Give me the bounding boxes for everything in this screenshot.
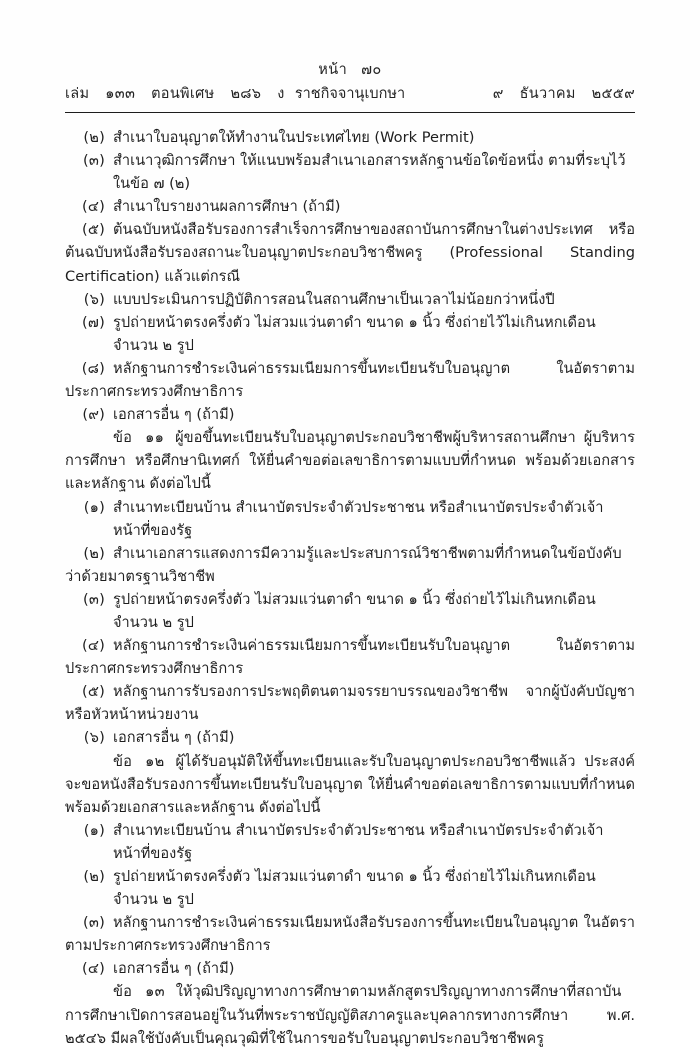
list-item-text: หลักฐานการรับรองการประพฤติตนตามจรรยาบรรณของวิชาชีพ จากผู้บังคับบัญชาหรือหัวหน้าหน่วยงาน (65, 683, 635, 724)
clause-label: ข้อ (113, 429, 133, 447)
list-item-number: (๓) (83, 590, 105, 608)
list-item (65, 311, 635, 357)
list-item-text: สำเนาใบอนุญาตให้ทำงานในประเทศไทย (Work Permit) (113, 129, 475, 146)
clause-text: ผู้ได้รับอนุมัติให้ขึ้นทะเบียนและรับใบอนุญาตประกอบวิชาชีพแล้ว ประสงค์จะขอหนังสือรับรองการขึ้นทะเบียนรับใบอนุญาต ให้ยื่นคำขอต่อเลขาธิการตามแบบที่กำหนด พร้อมด้วยเอกสารและหลักฐาน ดังต่อไปนี้ (65, 752, 635, 816)
list-item (65, 819, 635, 865)
list-item-number: (๖) (83, 729, 105, 747)
list-item-number: (๒) (83, 868, 105, 885)
clause-text: ผู้ขอขึ้นทะเบียนรับใบอนุญาตประกอบวิชาชีพผู้บริหารสถานศึกษา ผู้บริหารการศึกษา หรือศึกษานิเทศก์ ให้ยื่นคำขอต่อเลขาธิการตามแบบที่กำหนด พร้อมด้วยเอกสารและหลักฐาน ดังต่อไปนี้ (65, 429, 635, 493)
clause-13-paragraph (65, 980, 635, 1049)
list-item-text: สำเนาทะเบียนบ้าน สำเนาบัตรประจำตัวประชาชน หรือสำเนาบัตรประจำตัวเจ้าหน้าที่ของรัฐ (113, 498, 604, 539)
list-item (65, 680, 635, 726)
clause-label: ข้อ (113, 752, 133, 770)
date-month: ธันวาคม (519, 86, 576, 102)
list-item-text: หลักฐานการชำระเงินค่าธรรมเนียมหนังสือรับรองการขึ้นทะเบียนใบอนุญาต ในอัตราตามประกาศกระทรวงศึกษาธิการ (65, 914, 635, 955)
list-item (65, 496, 635, 542)
list-item-text: เอกสารอื่น ๆ (ถ้ามี) (113, 406, 235, 424)
special-section-number: ๒๘๖ (230, 86, 262, 102)
document-body (65, 126, 635, 1050)
masthead-date-group (493, 83, 635, 106)
list-item-number: (๓) (83, 914, 105, 932)
list-item (65, 542, 635, 588)
clause-label: ข้อ (113, 983, 133, 1001)
list-item-text: สำเนาใบรายงานผลการศึกษา (ถ้ามี) (113, 198, 341, 216)
date-year: ๒๕๕๙ (591, 86, 635, 102)
list-item (65, 634, 635, 680)
clause-number: ๑๓ (145, 983, 165, 1001)
list-item-number: (๒) (83, 129, 105, 146)
list-item-number: (๒) (83, 544, 105, 562)
clause-number: ๑๒ (145, 752, 165, 770)
masthead-volume-group (65, 83, 285, 106)
list-item (65, 403, 635, 426)
list-item-number: (๗) (82, 313, 105, 331)
list-item-text: สำเนาวุฒิการศึกษา ให้แนบพร้อมสำเนาเอกสารหลักฐานข้อใดข้อหนึ่ง ตามที่ระบุไว้ในข้อ ๗ (๒) (113, 152, 626, 193)
masthead-divider (65, 112, 635, 113)
clause-11-paragraph (65, 426, 635, 495)
list-item-number: (๔) (81, 637, 105, 655)
list-item (65, 357, 635, 403)
page-masthead (65, 58, 635, 114)
list-item (65, 957, 635, 980)
date-day: ๙ (492, 86, 504, 102)
volume-number: ๑๓๓ (105, 86, 136, 102)
clause-number: ๑๑ (145, 429, 165, 447)
list-item-text: รูปถ่ายหน้าตรงครึ่งตัว ไม่สวมแว่นตาดำ ขนาด ๑ นิ้ว ซึ่งถ่ายไว้ไม่เกินหกเดือน จำนวน ๒ รูป (113, 590, 596, 631)
list-item (65, 726, 635, 749)
list-item-number: (๘) (81, 359, 105, 377)
page-number: ๗๐ (361, 62, 382, 78)
masthead-page-indicator (65, 58, 635, 83)
list-item-text: เอกสารอื่น ๆ (ถ้ามี) (113, 729, 235, 747)
list-item-text: สำเนาทะเบียนบ้าน สำเนาบัตรประจำตัวประชาชน หรือสำเนาบัตรประจำตัวเจ้าหน้าที่ของรัฐ (113, 821, 604, 862)
list-item-number: (๔) (81, 960, 105, 978)
list-item-text: ต้นฉบับหนังสือรับรองการสำเร็จการศึกษาของสถาบันการศึกษาในต่างประเทศ หรือต้นฉบับหนังสือรับรองสถานะใบอนุญาตประกอบวิชาชีพครู (Professional Standing Certification) แล้วแต่กรณี (65, 221, 635, 285)
list-item (65, 911, 635, 957)
list-item (65, 218, 635, 287)
list-item (65, 149, 635, 195)
list-item (65, 126, 635, 149)
list-item-number: (๓) (83, 152, 105, 170)
list-item-number: (๑) (83, 498, 105, 516)
list-item-number: (๖) (83, 290, 105, 308)
list-item-number: (๑) (83, 821, 105, 839)
list-item-number: (๔) (81, 198, 105, 216)
clause-text: ให้วุฒิปริญญาทางการศึกษาตามหลักสูตรปริญญาทางการศึกษาที่สถาบันการศึกษาเปิดการสอนอยู่ในวันที่พระราชบัญญัติสภาครูและบุคลากรทางการศึกษา พ.ศ. ๒๕๔๖ มีผลใช้บังคับเป็นคุณวุฒิที่ใช้ในการขอรับใบอนุญาตประกอบวิชาชีพครู (65, 983, 635, 1047)
list-item-text: แบบประเมินการปฏิบัติการสอนในสถานศึกษาเป็นเวลาไม่น้อยกว่าหนึ่งปี (113, 290, 555, 308)
list-item (65, 288, 635, 311)
clause-12-paragraph (65, 750, 635, 819)
list-item-text: สำเนาเอกสารแสดงการมีความรู้และประสบการณ์วิชาชีพตามที่กำหนดในข้อบังคับว่าด้วยมาตรฐานวิชาชีพ (65, 544, 622, 585)
page-label: หน้า (318, 62, 348, 78)
list-item-text: รูปถ่ายหน้าตรงครึ่งตัว ไม่สวมแว่นตาดำ ขนาด ๑ นิ้ว ซึ่งถ่ายไว้ไม่เกินหกเดือน จำนวน ๒ รูป (113, 868, 596, 909)
list-item-number: (๕) (81, 683, 105, 701)
section-letter: ง (277, 86, 285, 102)
list-item-text: เอกสารอื่น ๆ (ถ้ามี) (113, 960, 235, 978)
list-item (65, 865, 635, 911)
list-item-text: หลักฐานการชำระเงินค่าธรรมเนียมการขึ้นทะเบียนรับใบอนุญาต ในอัตราตามประกาศกระทรวงศึกษาธิการ (65, 359, 635, 401)
list-item (65, 195, 635, 218)
special-section-label: ตอนพิเศษ (151, 86, 215, 102)
list-item (65, 588, 635, 634)
list-item-number: (๕) (81, 221, 105, 239)
gazette-title: ราชกิจจานุเบกษา (294, 86, 406, 102)
volume-label: เล่ม (65, 86, 90, 102)
list-item-text: หลักฐานการชำระเงินค่าธรรมเนียมการขึ้นทะเบียนรับใบอนุญาต ในอัตราตามประกาศกระทรวงศึกษาธิการ (65, 637, 635, 678)
list-item-text: รูปถ่ายหน้าตรงครึ่งตัว ไม่สวมแว่นตาดำ ขนาด ๑ นิ้ว ซึ่งถ่ายไว้ไม่เกินหกเดือน จำนวน ๒ รูป (113, 313, 596, 354)
masthead-row (65, 83, 635, 106)
list-item-number: (๙) (82, 406, 105, 424)
